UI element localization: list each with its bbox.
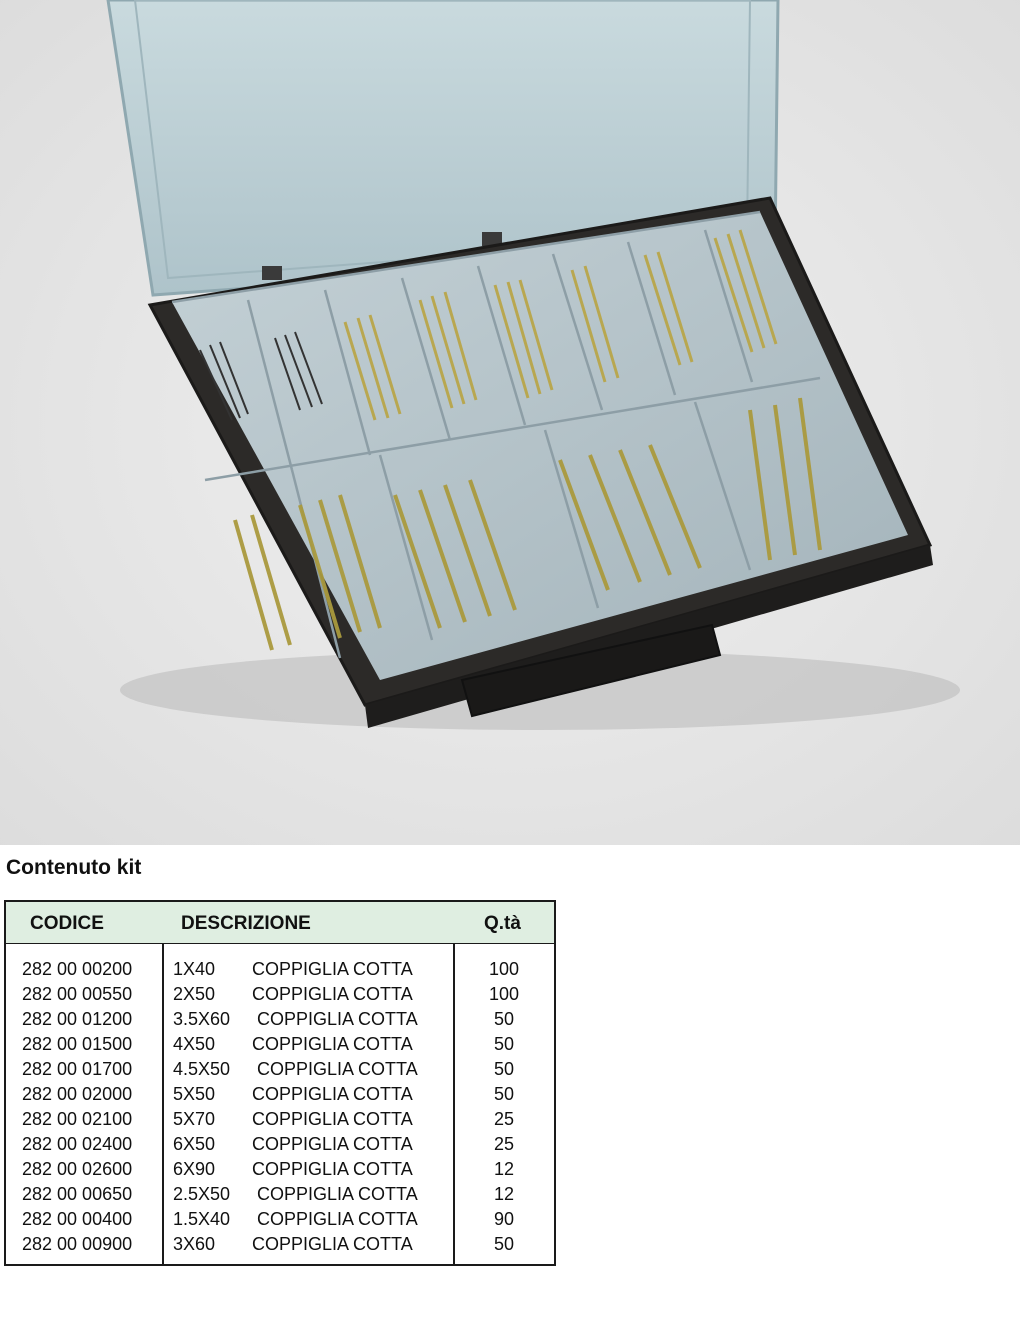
row-size: 1X40 [173, 959, 216, 979]
row-size: 2.5X50 [173, 1184, 231, 1204]
row-code: 282 00 00900 [22, 1234, 133, 1254]
row-size: 2X50 [173, 984, 216, 1004]
row-qty: 50 [493, 1234, 515, 1254]
row-qty: 25 [493, 1109, 515, 1129]
row-code: 282 00 02400 [22, 1134, 133, 1154]
row-qty: 50 [493, 1009, 515, 1029]
row-size: 4X50 [173, 1034, 216, 1054]
row-size: 4.5X50 [173, 1059, 231, 1079]
table-row [6, 1208, 554, 1233]
table-header [6, 902, 554, 944]
row-description: COPPIGLIA COTTA [252, 984, 413, 1004]
row-size: 1.5X40 [173, 1209, 231, 1229]
row-description: COPPIGLIA COTTA [257, 1059, 418, 1079]
row-description: COPPIGLIA COTTA [252, 1134, 413, 1154]
header-description: DESCRIZIONE [181, 913, 311, 934]
row-qty: 50 [493, 1059, 515, 1079]
row-code: 282 00 01200 [22, 1009, 133, 1029]
table-row [6, 983, 554, 1008]
table-row [6, 1133, 554, 1158]
row-description: COPPIGLIA COTTA [252, 1084, 413, 1104]
row-description: COPPIGLIA COTTA [257, 1184, 418, 1204]
header-qty: Q.tà [484, 913, 521, 934]
row-code: 282 00 00550 [22, 984, 133, 1004]
row-description: COPPIGLIA COTTA [257, 1209, 418, 1229]
row-description: COPPIGLIA COTTA [252, 1034, 413, 1054]
row-description: COPPIGLIA COTTA [252, 959, 413, 979]
table-row [6, 1108, 554, 1133]
row-code: 282 00 02000 [22, 1084, 133, 1104]
kit-contents-title: Contenuto kit [6, 856, 142, 879]
row-size: 5X50 [173, 1084, 216, 1104]
row-code: 282 00 00650 [22, 1184, 133, 1204]
row-description: COPPIGLIA COTTA [252, 1234, 413, 1254]
table-row [6, 1033, 554, 1058]
table-row [6, 958, 554, 983]
row-description: COPPIGLIA COTTA [252, 1109, 413, 1129]
row-qty: 12 [493, 1184, 515, 1204]
row-qty: 90 [493, 1209, 515, 1229]
table-row [6, 1183, 554, 1208]
row-qty: 25 [493, 1134, 515, 1154]
table-row [6, 1008, 554, 1033]
table-row [6, 1158, 554, 1183]
row-qty: 50 [493, 1034, 515, 1054]
table-row [6, 1083, 554, 1108]
row-code: 282 00 01500 [22, 1034, 133, 1054]
row-description: COPPIGLIA COTTA [252, 1159, 413, 1179]
row-qty: 100 [488, 959, 520, 979]
row-size: 6X50 [173, 1134, 216, 1154]
row-size: 3.5X60 [173, 1009, 231, 1029]
table-body [6, 958, 554, 1258]
row-code: 282 00 01700 [22, 1059, 133, 1079]
table-row [6, 1058, 554, 1083]
row-size: 3X60 [173, 1234, 216, 1254]
row-code: 282 00 02100 [22, 1109, 133, 1129]
row-qty: 50 [493, 1084, 515, 1104]
row-description: COPPIGLIA COTTA [257, 1009, 418, 1029]
row-qty: 100 [488, 984, 520, 1004]
row-size: 6X90 [173, 1159, 216, 1179]
row-qty: 12 [493, 1159, 515, 1179]
row-code: 282 00 02600 [22, 1159, 133, 1179]
row-code: 282 00 00400 [22, 1209, 133, 1229]
header-code: CODICE [30, 913, 104, 934]
kit-contents-table [4, 900, 556, 1266]
table-row [6, 1233, 554, 1258]
row-size: 5X70 [173, 1109, 216, 1129]
row-code: 282 00 00200 [22, 959, 133, 979]
